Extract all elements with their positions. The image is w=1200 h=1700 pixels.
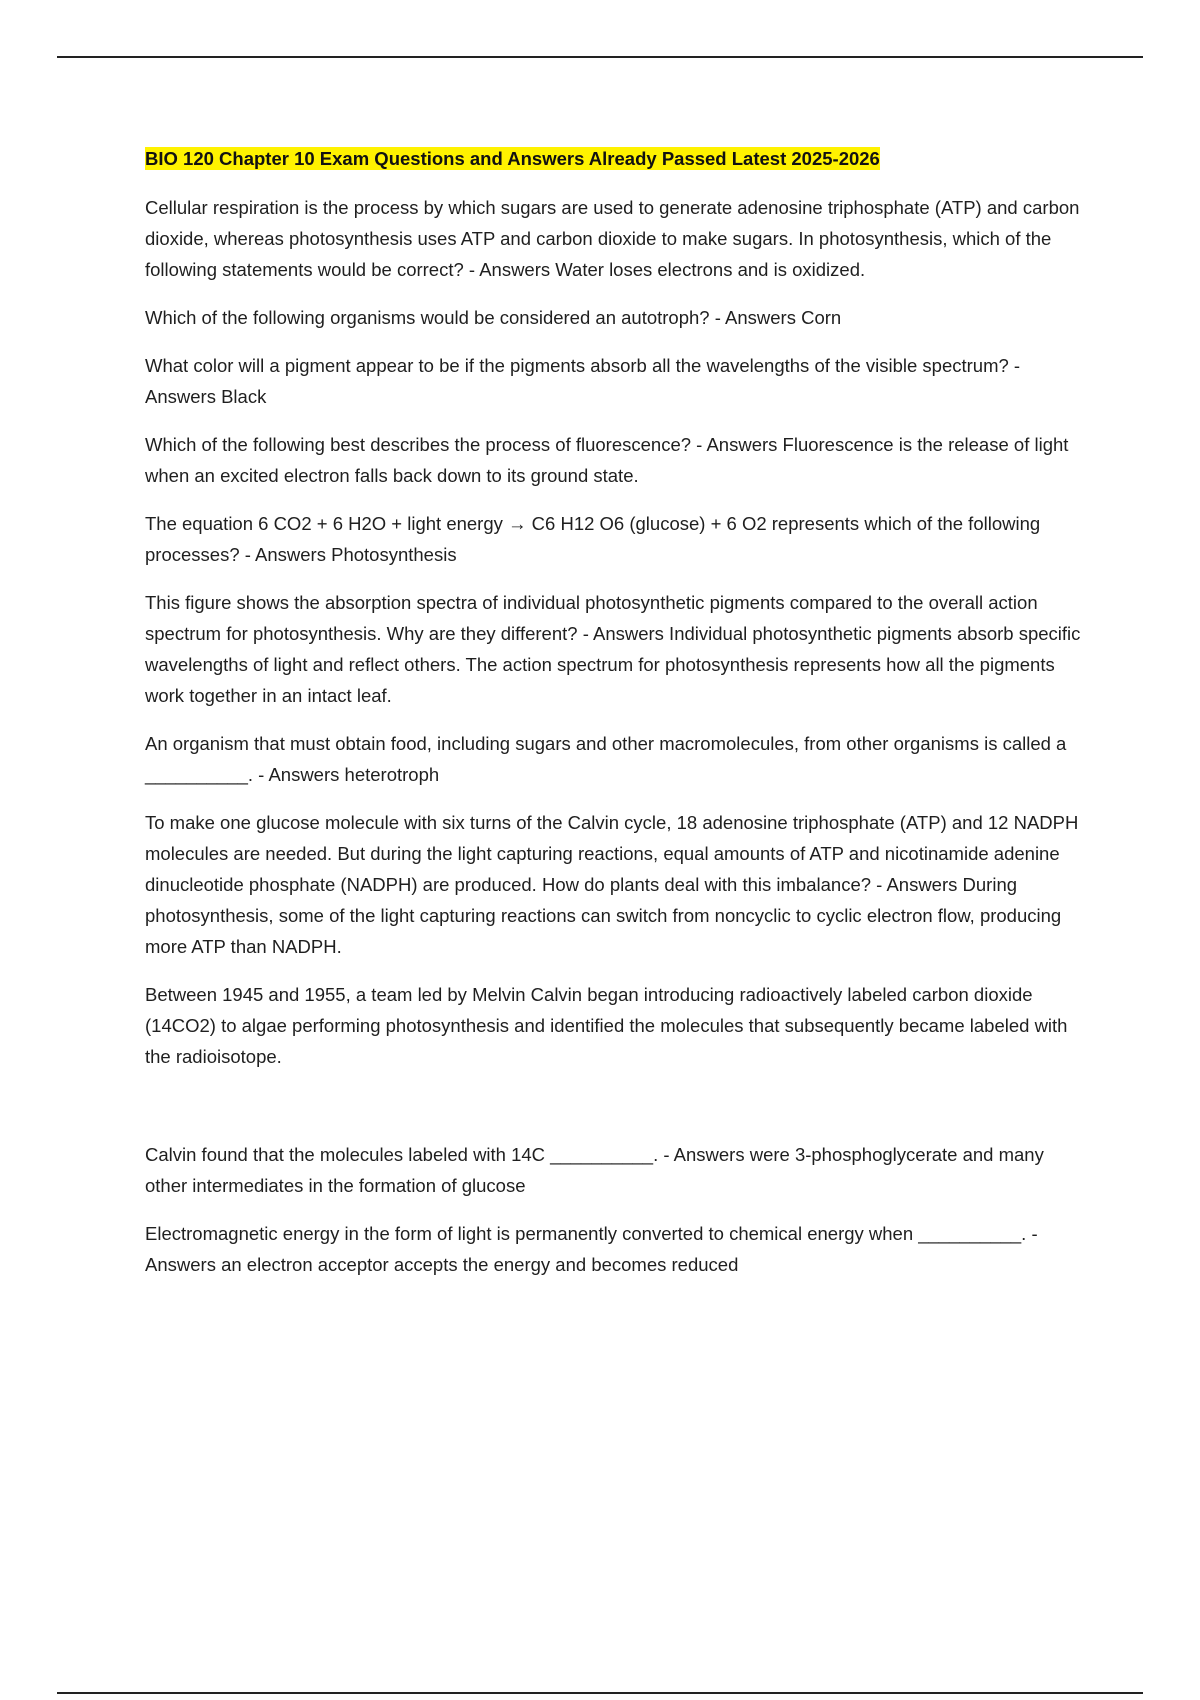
document-body (145, 144, 1090, 1297)
qa-item: Electromagnetic energy in the form of light is permanently converted to chemical energy when __________. - Answers an electron acceptor accepts the energy and becomes reduced (145, 1223, 1038, 1275)
qa-item: The equation 6 CO2 + 6 H2O + light energy → C6 H12 O6 (glucose) + 6 O2 represents which of the following processes? - Answers Photosynthesis (145, 513, 1041, 565)
qa-item: To make one glucose molecule with six turns of the Calvin cycle, 18 adenosine triphosphate (ATP) and 12 NADPH molecules are needed. But during the light capturing reactions, equal amounts of ATP and nicotinamide adenine dinucleotide phosphate (NADPH) are produced. How do plants deal with this imbalance? - Answers During photosynthesis, some of the light capturing reactions can switch from noncyclic to cyclic electron flow, producing more ATP than NADPH. (145, 812, 1079, 957)
qa-item: Which of the following best describes the process of fluorescence? - Answers Fluorescence is the release of light when an excited electron falls back down to its ground state. (145, 434, 1069, 486)
qa-item: Cellular respiration is the process by which sugars are used to generate adenosine triphosphate (ATP) and carbon dioxide, whereas photosynthesis uses ATP and carbon dioxide to make sugars. In photosynthesis, which of the following statements would be correct? - Answers Water loses electrons and is oxidized. (145, 197, 1080, 280)
qa-context-paragraph: Between 1945 and 1955, a team led by Melvin Calvin began introducing radioactively labeled carbon dioxide (14CO2) to algae performing photosynthesis and identified the molecules that subsequently became labeled with the radioisotope. (145, 984, 1068, 1067)
document-title-block (145, 144, 1090, 174)
qa-item: What color will a pigment appear to be if the pigments absorb all the wavelengths of the visible spectrum? - Answers Black (145, 355, 1021, 407)
qa-item: Which of the following organisms would be considered an autotroph? - Answers Corn (145, 307, 842, 328)
qa-item: An organism that must obtain food, including sugars and other macromolecules, from other organisms is called a __________. - Answers heterotroph (145, 733, 1067, 785)
qa-item: This figure shows the absorption spectra of individual photosynthetic pigments compared to the overall action spectrum for photosynthesis. Why are they different? - Answers Individual photosynthetic pigments absorb specific wavelengths of light and reflect others. The action spectrum for photosynthesis represents how all the pigments work together in an intact leaf. (145, 592, 1081, 706)
page-bottom-rule (57, 1692, 1143, 1694)
qa-item: Calvin found that the molecules labeled with 14C __________. - Answers were 3-phosphoglycerate and many other intermediates in the formation of glucose (145, 1144, 1044, 1196)
page-top-rule (57, 56, 1143, 58)
document-title: BIO 120 Chapter 10 Exam Questions and Answers Already Passed Latest 2025-2026 (145, 148, 880, 169)
